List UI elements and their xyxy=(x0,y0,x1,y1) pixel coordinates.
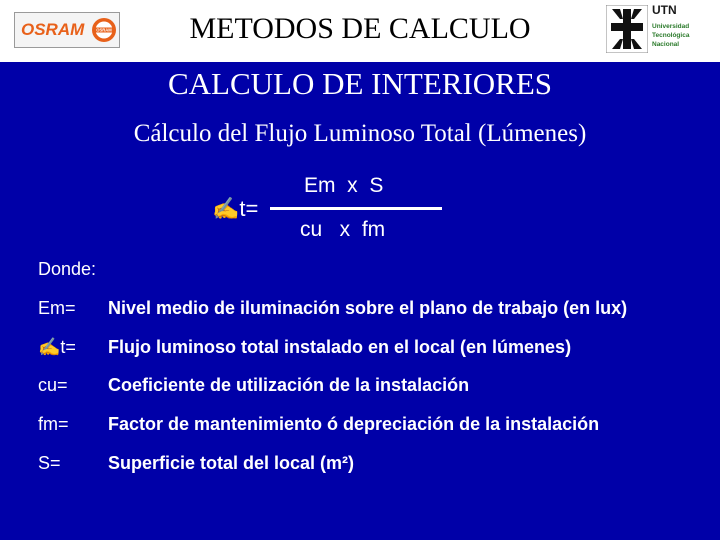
definition-term: Em= xyxy=(38,298,76,318)
definition-term: cu= xyxy=(38,375,68,395)
donde-label: Donde: xyxy=(38,259,97,279)
slide-subtitle: CALCULO DE INTERIORES xyxy=(167,66,553,101)
osram-badge-text: OSRAM xyxy=(96,27,112,33)
formula-lhs: ✍t= xyxy=(212,196,259,221)
definition-description: Superficie total del local (m²) xyxy=(108,453,355,473)
definition-row xyxy=(0,298,720,324)
definition-row xyxy=(0,453,720,479)
slide-header xyxy=(0,0,720,62)
definition-description: Factor de mantenimiento ó depreciación de la instalación xyxy=(108,414,600,434)
definition-description: Flujo luminoso total instalado en el local (en lúmenes) xyxy=(108,337,572,357)
utn-title: UTN xyxy=(652,3,677,17)
utn-logo xyxy=(606,3,698,57)
definition-row xyxy=(0,375,720,401)
formula-denominator: cu x fm xyxy=(300,218,386,241)
definition-description: Nivel medio de iluminación sobre el plano de trabajo (en lux) xyxy=(108,298,628,318)
osram-logo-text: OSRAM xyxy=(21,20,85,39)
definition-term: ✍t= xyxy=(38,337,76,357)
utn-line-3: Nacional xyxy=(652,41,680,48)
utn-line-2: Tecnológica xyxy=(652,32,690,39)
utn-emblem-icon xyxy=(606,5,648,53)
section-title: Cálculo del Flujo Luminoso Total (Lúmenes) xyxy=(133,120,587,147)
definition-term: S= xyxy=(38,453,61,473)
definition-row xyxy=(0,337,720,363)
utn-line-1: Universidad xyxy=(652,23,690,30)
fraction-bar xyxy=(270,207,442,210)
definition-row xyxy=(0,414,720,440)
definition-term: fm= xyxy=(38,414,69,434)
utn-text-block xyxy=(652,3,698,57)
page-title: METODOS DE CALCULO xyxy=(189,12,531,45)
formula-numerator: Em x S xyxy=(304,174,384,197)
definition-description: Coeficiente de utilización de la instalación xyxy=(108,375,470,395)
